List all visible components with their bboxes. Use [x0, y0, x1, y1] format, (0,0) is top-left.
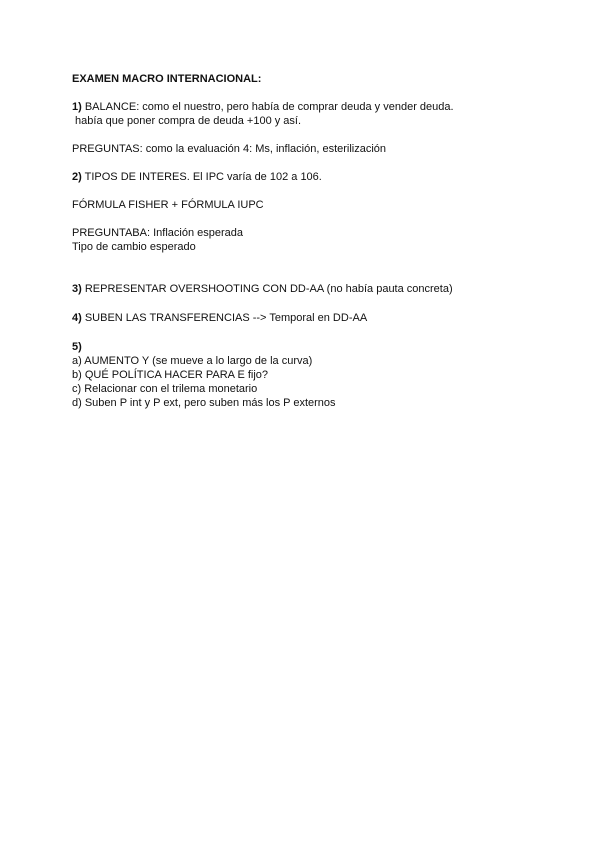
document-title: EXAMEN MACRO INTERNACIONAL: — [72, 73, 262, 85]
preguntaba-line-1: PREGUNTABA: Inflación esperada — [72, 227, 243, 239]
question-3 — [72, 282, 542, 296]
question-4-number: 4) — [72, 312, 82, 324]
question-1-text: BALANCE: como el nuestro, pero había de comprar deuda y vender deuda. — [81, 101, 454, 113]
question-5-item-a: a) AUMENTO Y (se mueve a lo largo de la curva) — [72, 355, 313, 367]
preguntaba-block — [72, 226, 542, 254]
question-1-number: 1) — [72, 101, 82, 113]
question-2-number: 2) — [72, 171, 82, 183]
question-1 — [72, 100, 542, 128]
question-5-number: 5) — [72, 341, 82, 353]
preguntas-line: PREGUNTAS: como la evaluación 4: Ms, inflación, esterilización — [72, 143, 387, 155]
question-5-item-d: d) Suben P int y P ext, pero suben más los P externos — [72, 397, 336, 409]
question-3-number: 3) — [72, 283, 82, 295]
question-5-item-b: b) QUÉ POLÍTICA HACER PARA E fijo? — [72, 369, 269, 381]
preguntaba-line-2: Tipo de cambio esperado — [72, 241, 196, 253]
question-4 — [72, 311, 542, 325]
document-body — [72, 72, 542, 410]
question-5-item-c: c) Relacionar con el trilema monetario — [72, 383, 258, 395]
question-1-line2: había que poner compra de deuda +100 y así. — [72, 115, 302, 127]
question-5 — [72, 340, 542, 410]
formula-line: FÓRMULA FISHER + FÓRMULA IUPC — [72, 199, 264, 211]
question-2-text: TIPOS DE INTERES. El IPC varía de 102 a 106. — [81, 171, 322, 183]
question-2 — [72, 170, 542, 184]
question-3-text: REPRESENTAR OVERSHOOTING CON DD-AA (no había pauta concreta) — [81, 283, 453, 295]
question-4-text: SUBEN LAS TRANSFERENCIAS --> Temporal en DD-AA — [81, 312, 368, 324]
